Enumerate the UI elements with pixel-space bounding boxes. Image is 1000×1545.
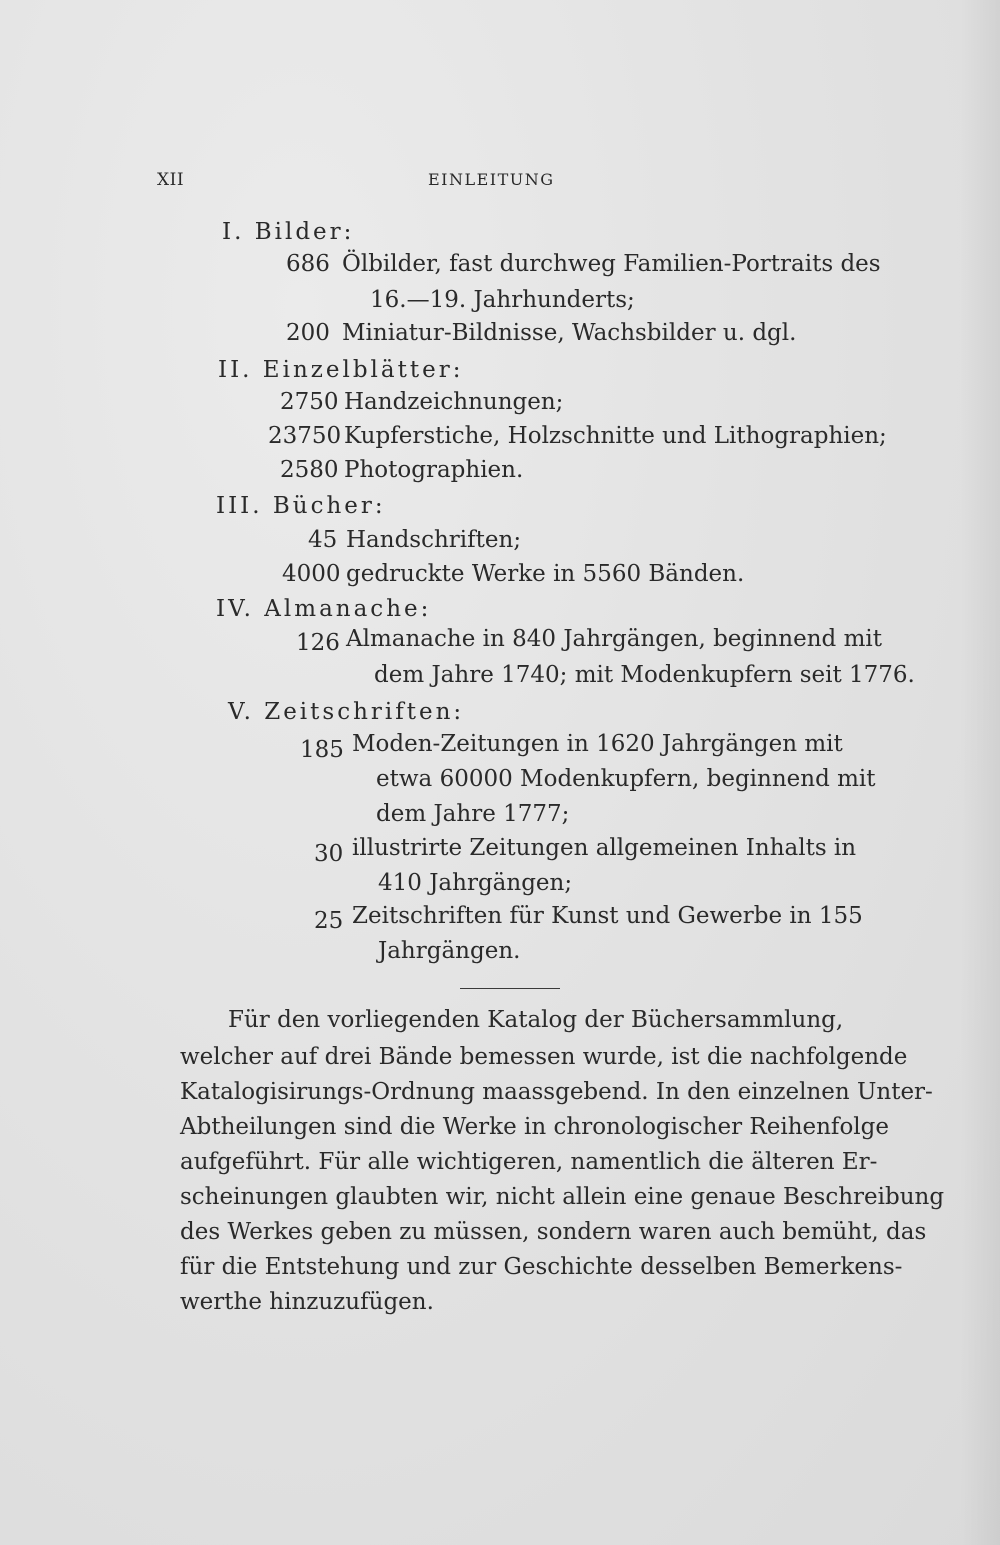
entry-number: 25 (314, 908, 344, 934)
paragraph-line: Katalogisirungs-Ordnung maassgebend. In den einzelnen Unter- (180, 1079, 933, 1105)
entry-text: Almanache in 840 Jahrgängen, beginnend mit (346, 626, 882, 652)
entry-number: 45 (308, 527, 338, 553)
entry-text: gedruckte Werke in 5560 Bänden. (346, 561, 745, 587)
paragraph-line: des Werkes geben zu müssen, sondern waren auch bemüht, das (180, 1219, 927, 1245)
entry-text: dem Jahre 1740; mit Modenkupfern seit 1776. (374, 662, 915, 688)
entry-text: etwa 60000 Modenkupfern, beginnend mit (376, 766, 876, 792)
section-label-buecher: III. Bücher: (216, 493, 386, 519)
section-label-bilder: I. Bilder: (222, 219, 355, 245)
entry-number: 2580 (280, 457, 339, 483)
entry-text: Jahrgängen. (378, 938, 521, 964)
section-label-einzelblaetter: II. Einzelblätter: (218, 357, 464, 383)
paragraph-line: scheinungen glaubten wir, nicht allein eine genaue Beschreibung (180, 1184, 945, 1210)
paragraph-line: welcher auf drei Bände bemessen wurde, ist die nachfolgende (180, 1044, 908, 1070)
paragraph-line: werthe hinzuzufügen. (180, 1289, 434, 1315)
entry-text: Zeitschriften für Kunst und Gewerbe in 155 (352, 903, 863, 929)
entry-number: 200 (286, 320, 330, 346)
entry-text: Kupferstiche, Holzschnitte und Lithographien; (344, 423, 887, 449)
page-number: XII (157, 170, 185, 190)
entry-text: illustrirte Zeitungen allgemeinen Inhalts in (352, 835, 857, 861)
entry-text: Handzeichnungen; (344, 389, 564, 415)
entry-number: 4000 (282, 561, 341, 587)
paragraph-line: Abtheilungen sind die Werke in chronologischer Reihenfolge (180, 1114, 889, 1140)
running-title: EINLEITUNG (428, 170, 555, 189)
section-label-almanache: IV. Almanache: (216, 596, 432, 622)
entry-text: Photographien. (344, 457, 524, 483)
paragraph-line: für die Entstehung und zur Geschichte desselben Bemerkens- (180, 1254, 903, 1280)
entry-text: Moden-Zeitungen in 1620 Jahrgängen mit (352, 731, 843, 757)
entry-text: dem Jahre 1777; (376, 801, 570, 827)
paragraph-line: Für den vorliegenden Katalog der Büchersammlung, (228, 1007, 844, 1033)
section-label-zeitschriften: V. Zeitschriften: (228, 699, 465, 725)
entry-text: Ölbilder, fast durchweg Familien-Portraits des (342, 251, 881, 277)
entry-number: 23750 (268, 423, 342, 449)
entry-text: Miniatur-Bildnisse, Wachsbilder u. dgl. (342, 320, 797, 346)
entry-text: Handschriften; (346, 527, 522, 553)
paragraph-line: aufgeführt. Für alle wichtigeren, namentlich die älteren Er- (180, 1149, 878, 1175)
entry-number: 686 (286, 251, 330, 277)
entry-number: 2750 (280, 389, 339, 415)
section-divider-rule (460, 988, 560, 989)
entry-text: 16.—19. Jahrhunderts; (370, 287, 635, 313)
page-edge-shadow (960, 0, 1000, 1545)
entry-text: 410 Jahrgängen; (378, 870, 573, 896)
entry-number: 185 (300, 737, 344, 763)
entry-number: 126 (296, 630, 340, 656)
running-header (0, 170, 1000, 200)
entry-number: 30 (314, 841, 344, 867)
